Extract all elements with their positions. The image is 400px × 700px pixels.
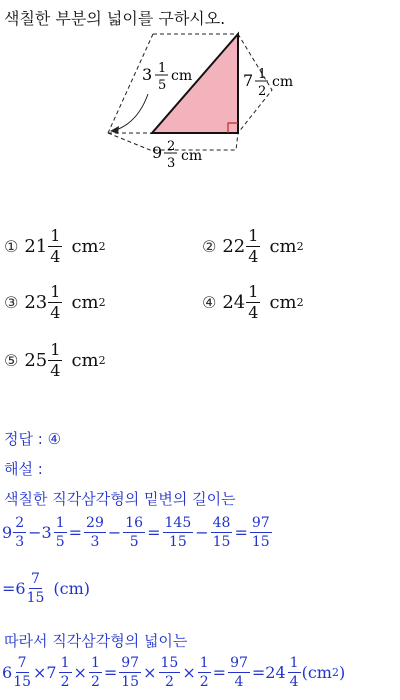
question-text: 색칠한 부분의 넓이를 구하시오. xyxy=(4,9,226,28)
explain-label: 해설 : xyxy=(4,460,43,478)
explain-text-1: 색칠한 직각삼각형의 밑변의 길이는 xyxy=(4,490,236,508)
base-num: 2 xyxy=(167,139,176,154)
hyp-unit: cm xyxy=(171,68,193,84)
hyp-num: 1 xyxy=(158,61,167,76)
option-2[interactable]: ② 22 $\frac{1}{4}$ cm 2 xyxy=(202,226,304,266)
option-4[interactable]: ④ 24 $\frac{1}{4}$ cm 2 xyxy=(202,282,304,322)
option-3[interactable]: ③ 23 $\frac{1}{4}$ cm 2 xyxy=(4,282,106,322)
answer-line: 정답 : ④ xyxy=(4,430,62,448)
hyp-whole: 3 xyxy=(142,65,153,84)
equation-3: 6 $\frac{7}{15}$ ×7 $\frac{1}{2}$ × $\frac{1}{2}$ = $\frac{97}{15}$ × $\frac{15}{2}$ × $\frac{1}{2}$ = $\frac{97}{4}$ =24 $\frac{1}{4}$ (cm 2 ) xyxy=(2,655,346,690)
height-unit: cm xyxy=(272,74,294,90)
equation-2: =6 $\frac{7}{15}$ (cm) xyxy=(2,571,91,606)
explain-text-2: 따라서 직각삼각형의 넓이는 xyxy=(4,632,188,650)
base-unit: cm xyxy=(181,148,203,164)
hyp-den: 5 xyxy=(158,78,167,93)
option-5[interactable]: ⑤ 25 $\frac{1}{4}$ cm 2 xyxy=(4,340,106,380)
height-den: 2 xyxy=(258,84,267,99)
height-whole: 7 xyxy=(243,71,254,90)
height-num: 1 xyxy=(258,67,267,82)
base-whole: 9 xyxy=(152,143,163,162)
option-1[interactable]: ① 21 $\frac{1}{4}$ cm 2 xyxy=(4,226,106,266)
triangle-figure xyxy=(0,0,400,190)
base-den: 3 xyxy=(167,156,176,171)
equation-1: 9 $\frac{2}{3}$ −3 $\frac{1}{5}$ = $\frac{29}{3}$ − $\frac{16}{5}$ = $\frac{145}{15}$ − $\frac{48}{15}$ = $\frac{97}{15}$ xyxy=(2,515,270,550)
rotation-arrow xyxy=(116,94,148,130)
